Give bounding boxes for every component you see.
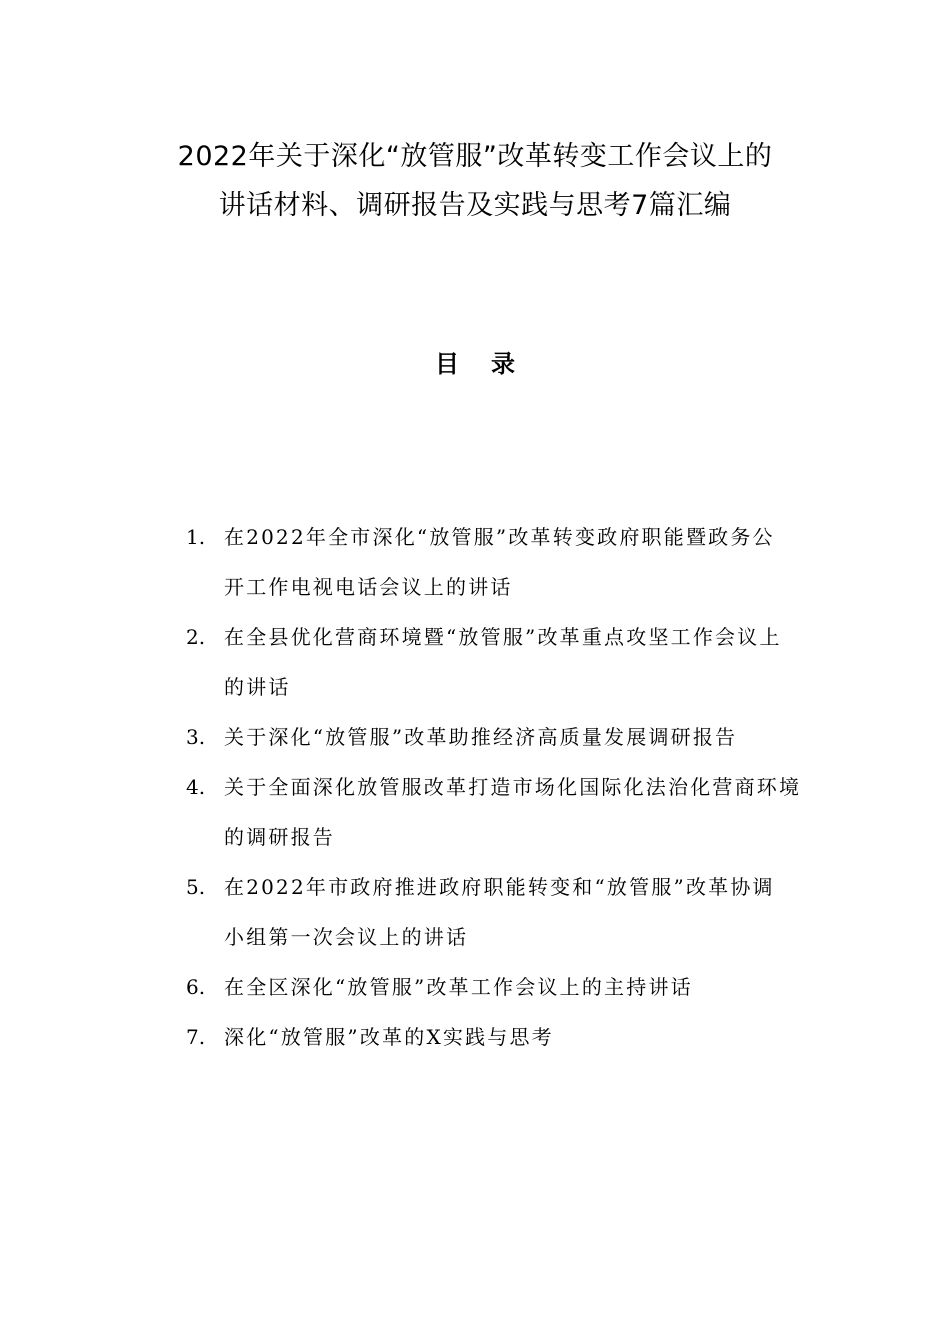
toc-item-6[interactable] (186, 962, 826, 1012)
document-title (0, 132, 950, 230)
toc-item-number: 4. (186, 775, 206, 799)
toc-item-text-line-1: 关于全面深化放管服改革打造市场化国际化法治化营商环境 (224, 775, 802, 799)
toc-item-text-line-2: 的讲话 (224, 675, 291, 699)
toc-item-3[interactable] (186, 712, 826, 762)
toc-item-5[interactable] (186, 862, 826, 962)
toc-item-1[interactable] (186, 512, 826, 612)
toc-item-text-line-2: 小组第一次会议上的讲话 (224, 925, 469, 949)
toc-item-text-line-1: 在2022年市政府推进政府职能转变和“放管服”改革协调 (224, 875, 775, 899)
toc-item-text-line-2: 开工作电视电话会议上的讲话 (224, 575, 513, 599)
toc-heading (0, 344, 950, 379)
toc-heading-char-2: 录 (491, 350, 515, 378)
toc-item-text-line-1: 在2022年全市深化“放管服”改革转变政府职能暨政务公 (224, 525, 775, 549)
document-title-line-1: 2022年关于深化“放管服”改革转变工作会议上的 (177, 141, 773, 172)
toc-item-number: 2. (186, 625, 206, 649)
toc-item-7[interactable] (186, 1012, 826, 1062)
toc-item-4[interactable] (186, 762, 826, 862)
toc-item-number: 7. (186, 1025, 206, 1049)
toc-item-number: 6. (186, 975, 206, 999)
toc-item-number: 3. (186, 725, 206, 749)
table-of-contents (186, 512, 826, 1062)
toc-item-text-line-2: 的调研报告 (224, 825, 335, 849)
toc-heading-char-1: 目 (435, 350, 459, 378)
toc-item-2[interactable] (186, 612, 826, 712)
toc-item-text-line-1: 在全县优化营商环境暨“放管服”改革重点攻坚工作会议上 (224, 625, 782, 649)
toc-item-number: 1. (186, 525, 206, 549)
toc-item-text-line-1: 关于深化“放管服”改革助推经济高质量发展调研报告 (224, 725, 738, 749)
toc-item-number: 5. (186, 875, 206, 899)
toc-item-text-line-1: 深化“放管服”改革的X实践与思考 (224, 1025, 554, 1049)
document-title-line-2: 讲话材料、调研报告及实践与思考7篇汇编 (218, 190, 732, 221)
toc-item-text-line-1: 在全区深化“放管服”改革工作会议上的主持讲话 (224, 975, 693, 999)
